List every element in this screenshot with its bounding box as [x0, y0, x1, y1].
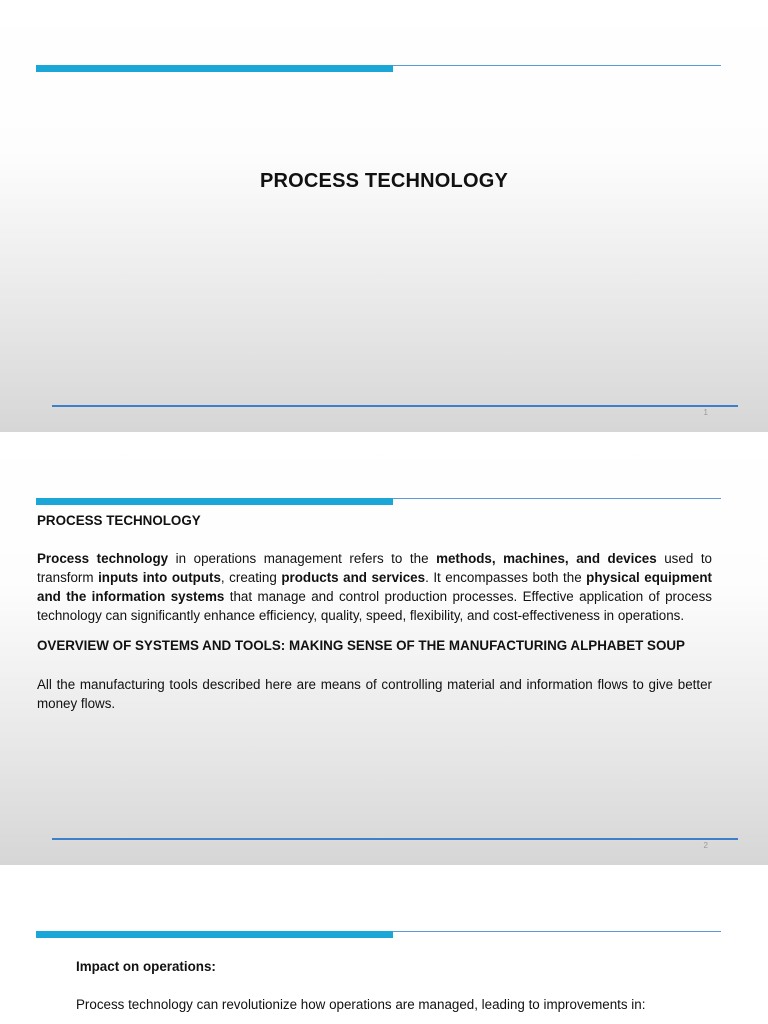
emphasis-text: physical equipment and the information systems: [37, 570, 712, 604]
slide-title: PROCESS TECHNOLOGY: [259, 170, 509, 192]
accent-bar: [36, 65, 393, 72]
accent-line: [393, 498, 721, 499]
overview-heading: OVERVIEW OF SYSTEMS AND TOOLS: MAKING SENSE OF THE MANUFACTURING ALPHABET SOUP: [37, 638, 685, 653]
emphasis-text: inputs into outputs: [98, 570, 221, 585]
section-heading: PROCESS TECHNOLOGY: [37, 513, 201, 528]
emphasis-text: Process technology: [37, 551, 169, 566]
overview-paragraph: All the manufacturing tools described here are means of controlling material and information flows to give better money flows.: [37, 677, 712, 711]
footer-line: [52, 838, 738, 840]
emphasis-text: products and services: [281, 570, 426, 585]
page-number: 2: [703, 841, 708, 850]
body-text: used to transform: [37, 551, 712, 585]
accent-line: [393, 65, 721, 66]
slide-body: [76, 957, 696, 1014]
impact-heading: Impact on operations:: [76, 959, 216, 974]
accent-line: [393, 931, 721, 932]
footer-line: [52, 405, 738, 407]
page-number: 1: [703, 408, 708, 417]
emphasis-text: methods, machines, and devices: [436, 551, 657, 566]
definition-paragraph: [37, 549, 712, 625]
accent-bar: [36, 498, 393, 505]
slide-2: [0, 433, 768, 865]
accent-bar: [36, 931, 393, 938]
body-text: that manage and control production processes. Effective application of process technology can significantly enhance efficiency, quality, speed, flexibility, and cost-effectiveness in operations.: [37, 589, 712, 623]
body-text: , creating: [220, 570, 282, 585]
body-text: in operations management refers to the: [168, 551, 437, 566]
slide-3: [0, 866, 768, 1024]
slide-1: [0, 0, 768, 432]
impact-paragraph: Process technology can revolutionize how operations are managed, leading to improvements in:: [76, 997, 646, 1012]
body-text: . It encompasses both the: [425, 570, 587, 585]
slide-body: [37, 511, 712, 713]
